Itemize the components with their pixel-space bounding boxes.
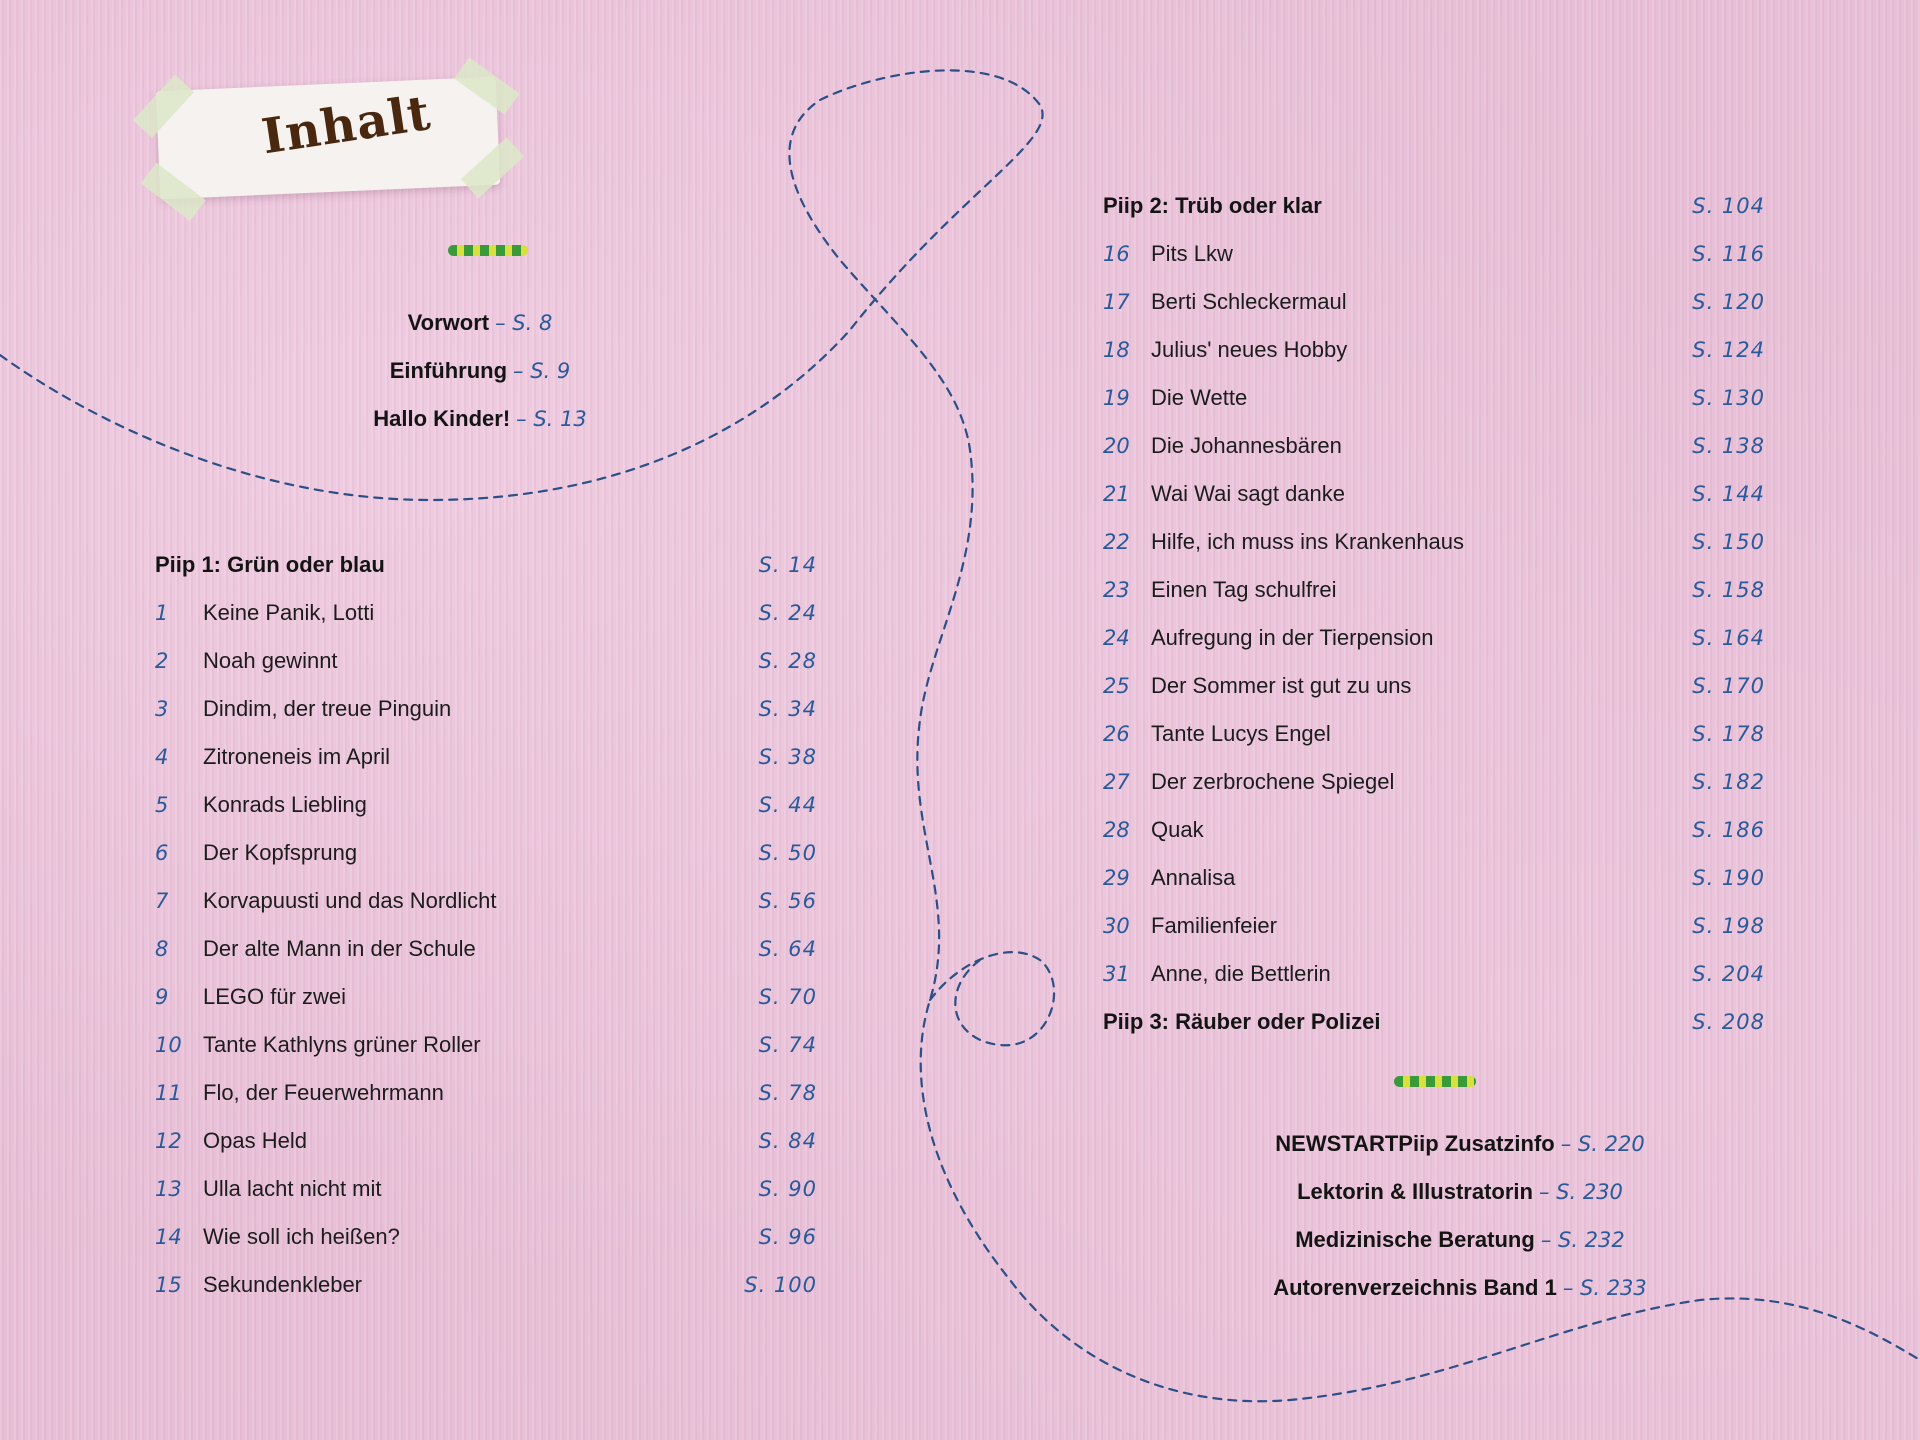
entry-title: Ulla lacht nicht mit (203, 1176, 382, 1201)
toc-entry[interactable] (155, 1078, 817, 1108)
toc-entry[interactable] (1103, 767, 1765, 797)
entry-title: Familienfeier (1151, 913, 1277, 938)
toc-entry[interactable] (1103, 239, 1765, 269)
toc-entry[interactable] (1103, 527, 1765, 557)
entry-page: S. 182 (1692, 770, 1765, 794)
entry-title: Flo, der Feuerwehrmann (203, 1080, 444, 1105)
outro-page: – S. 230 (1538, 1180, 1623, 1204)
outro-item[interactable] (1000, 1131, 1920, 1163)
toc-entry[interactable] (155, 934, 817, 964)
toc-entry[interactable] (155, 1174, 817, 1204)
entry-number: 16 (1103, 242, 1130, 266)
entry-page: S. 50 (758, 841, 817, 865)
entry-title: Quak (1151, 817, 1204, 842)
entry-page: S. 44 (758, 793, 817, 817)
toc-entry[interactable] (1103, 479, 1765, 509)
entry-number: 15 (155, 1273, 182, 1297)
entry-page: S. 164 (1692, 626, 1765, 650)
intro-label: Hallo Kinder! (373, 406, 511, 431)
entry-number: 9 (155, 985, 169, 1009)
entry-title: Wai Wai sagt danke (1151, 481, 1346, 506)
entry-title: Konrads Liebling (203, 792, 367, 817)
entry-number: 26 (1103, 722, 1130, 746)
toc-entry[interactable] (1103, 863, 1765, 893)
toc-entry[interactable] (1103, 719, 1765, 749)
section-page: S. 14 (758, 553, 817, 577)
entry-number: 13 (155, 1177, 182, 1201)
toc-entry[interactable] (1103, 623, 1765, 653)
entry-number: 23 (1103, 578, 1130, 602)
toc-entry[interactable] (155, 1270, 817, 1300)
toc-entry[interactable] (155, 790, 817, 820)
entry-number: 2 (155, 649, 169, 673)
entry-number: 1 (155, 601, 169, 625)
toc-entry[interactable] (1103, 815, 1765, 845)
entry-number: 10 (155, 1033, 182, 1057)
stripe-decoration-bottom (1394, 1076, 1476, 1087)
entry-number: 29 (1103, 866, 1130, 890)
entry-page: S. 24 (758, 601, 817, 625)
toc-entry[interactable] (155, 598, 817, 628)
section-heading-row[interactable] (1103, 1007, 1765, 1037)
intro-page: – S. 13 (516, 407, 587, 431)
entry-title: Die Wette (1151, 385, 1248, 410)
entry-page: S. 158 (1692, 578, 1765, 602)
entry-number: 21 (1103, 482, 1130, 506)
entry-page: S. 34 (758, 697, 817, 721)
toc-entry[interactable] (1103, 335, 1765, 365)
toc-entry[interactable] (1103, 911, 1765, 941)
entry-title: Sekundenkleber (203, 1272, 363, 1297)
entry-title: Pits Lkw (1151, 241, 1233, 266)
toc-part2 (1103, 191, 1765, 1041)
entry-title: Dindim, der treue Pinguin (203, 696, 452, 721)
section-heading: Piip 3: Räuber oder Polizei (1103, 1009, 1381, 1034)
entry-page: S. 90 (758, 1177, 817, 1201)
entry-page: S. 84 (758, 1129, 817, 1153)
toc-entry[interactable] (155, 982, 817, 1012)
entry-number: 20 (1103, 434, 1130, 458)
section-heading: Piip 2: Trüb oder klar (1103, 193, 1322, 218)
outro-item[interactable] (1000, 1275, 1920, 1307)
tape-top-right (454, 57, 520, 114)
intro-label: Vorwort (407, 310, 490, 335)
entry-number: 17 (1103, 290, 1130, 314)
entry-title: Die Johannesbären (1151, 433, 1342, 458)
toc-entry[interactable] (155, 838, 817, 868)
toc-entry[interactable] (1103, 431, 1765, 461)
entry-number: 31 (1103, 962, 1130, 986)
entry-page: S. 204 (1692, 962, 1765, 986)
toc-entry[interactable] (155, 886, 817, 916)
entry-page: S. 116 (1692, 242, 1765, 266)
entry-title: Julius' neues Hobby (1151, 337, 1348, 362)
entry-number: 19 (1103, 386, 1130, 410)
entry-page: S. 186 (1692, 818, 1765, 842)
entry-title: Anne, die Bettlerin (1151, 961, 1331, 986)
entry-number: 25 (1103, 674, 1130, 698)
entry-number: 4 (155, 745, 169, 769)
entry-page: S. 64 (758, 937, 817, 961)
outro-item[interactable] (1000, 1227, 1920, 1259)
entry-page: S. 178 (1692, 722, 1765, 746)
tape-bottom-right (461, 137, 524, 198)
entry-page: S. 74 (758, 1033, 817, 1057)
entry-number: 27 (1103, 770, 1130, 794)
toc-entry[interactable] (1103, 959, 1765, 989)
section-heading-row[interactable] (155, 550, 817, 580)
entry-page: S. 138 (1692, 434, 1765, 458)
entry-page: S. 130 (1692, 386, 1765, 410)
toc-entry[interactable] (155, 742, 817, 772)
entry-number: 6 (155, 841, 169, 865)
entry-title: Noah gewinnt (203, 648, 338, 673)
section-page: S. 104 (1692, 194, 1765, 218)
entry-page: S. 38 (758, 745, 817, 769)
section-heading-row[interactable] (1103, 191, 1765, 221)
entry-title: Tante Lucys Engel (1151, 721, 1331, 746)
toc-entry[interactable] (1103, 671, 1765, 701)
entry-number: 18 (1103, 338, 1130, 362)
intro-label: Einführung (389, 358, 508, 383)
entry-title: Berti Schleckermaul (1151, 289, 1347, 314)
toc-part1 (155, 550, 817, 1310)
outro-page: – S. 220 (1560, 1132, 1645, 1156)
entry-title: Tante Kathlyns grüner Roller (203, 1032, 481, 1057)
tape-bottom-left (141, 163, 206, 221)
entry-number: 8 (155, 937, 169, 961)
entry-title: Aufregung in der Tierpension (1151, 625, 1434, 650)
entry-title: Der Kopfsprung (203, 840, 358, 865)
entry-page: S. 170 (1692, 674, 1765, 698)
entry-number: 30 (1103, 914, 1130, 938)
entry-number: 7 (155, 889, 169, 913)
entry-page: S. 70 (758, 985, 817, 1009)
title-card (156, 77, 500, 200)
entry-page: S. 124 (1692, 338, 1765, 362)
outro-label: Autorenverzeichnis Band 1 (1273, 1275, 1557, 1300)
entry-page: S. 120 (1692, 290, 1765, 314)
entry-title: Wie soll ich heißen? (203, 1224, 400, 1249)
entry-title: Keine Panik, Lotti (203, 600, 375, 625)
entry-page: S. 100 (744, 1273, 817, 1297)
entry-title: Der alte Mann in der Schule (203, 936, 476, 961)
toc-entry[interactable] (155, 1222, 817, 1252)
dashed-loop-small (930, 952, 1054, 1045)
entry-title: Der Sommer ist gut zu uns (1151, 673, 1412, 698)
entry-number: 12 (155, 1129, 182, 1153)
entry-title: Hilfe, ich muss ins Krankenhaus (1151, 529, 1465, 554)
toc-entry[interactable] (155, 646, 817, 676)
entry-number: 14 (155, 1225, 182, 1249)
toc-entry[interactable] (1103, 287, 1765, 317)
section-page: S. 208 (1692, 1010, 1765, 1034)
outro-label: Medizinische Beratung (1295, 1227, 1535, 1252)
entry-page: S. 144 (1692, 482, 1765, 506)
entry-number: 5 (155, 793, 169, 817)
stripe-decoration-top (448, 245, 528, 256)
entry-number: 28 (1103, 818, 1130, 842)
intro-item[interactable] (0, 310, 960, 342)
entry-number: 3 (155, 697, 169, 721)
outro-page: – S. 233 (1562, 1276, 1647, 1300)
intro-page: – S. 9 (513, 359, 571, 383)
entry-page: S. 78 (758, 1081, 817, 1105)
entry-title: Annalisa (1151, 865, 1236, 890)
entry-page: S. 96 (758, 1225, 817, 1249)
entry-number: 24 (1103, 626, 1130, 650)
entry-page: S. 150 (1692, 530, 1765, 554)
intro-item[interactable] (0, 358, 960, 390)
entry-title: LEGO für zwei (203, 984, 347, 1009)
entry-title: Korvapuusti und das Nordlicht (203, 888, 497, 913)
entry-title: Einen Tag schulfrei (1151, 577, 1337, 602)
outro-label: NEWSTARTPiip Zusatzinfo (1275, 1131, 1555, 1156)
entry-title: Zitroneneis im April (203, 744, 391, 769)
intro-page: – S. 8 (495, 311, 553, 335)
toc-entry[interactable] (155, 1030, 817, 1060)
toc-entry[interactable] (1103, 383, 1765, 413)
toc-entry[interactable] (155, 1126, 817, 1156)
tape-top-left (133, 75, 194, 138)
entry-page: S. 56 (758, 889, 817, 913)
section-heading: Piip 1: Grün oder blau (155, 552, 385, 577)
toc-entry[interactable] (155, 694, 817, 724)
entry-title: Opas Held (203, 1128, 307, 1153)
toc-entry[interactable] (1103, 575, 1765, 605)
entry-page: S. 198 (1692, 914, 1765, 938)
entry-number: 11 (155, 1081, 182, 1105)
outro-item[interactable] (1000, 1179, 1920, 1211)
entry-page: S. 28 (758, 649, 817, 673)
entry-page: S. 190 (1692, 866, 1765, 890)
entry-title: Der zerbrochene Spiegel (1151, 769, 1395, 794)
intro-item[interactable] (0, 406, 960, 438)
page-title: Inhalt (258, 84, 435, 166)
outro-label: Lektorin & Illustratorin (1297, 1179, 1533, 1204)
entry-number: 22 (1103, 530, 1130, 554)
outro-page: – S. 232 (1540, 1228, 1625, 1252)
